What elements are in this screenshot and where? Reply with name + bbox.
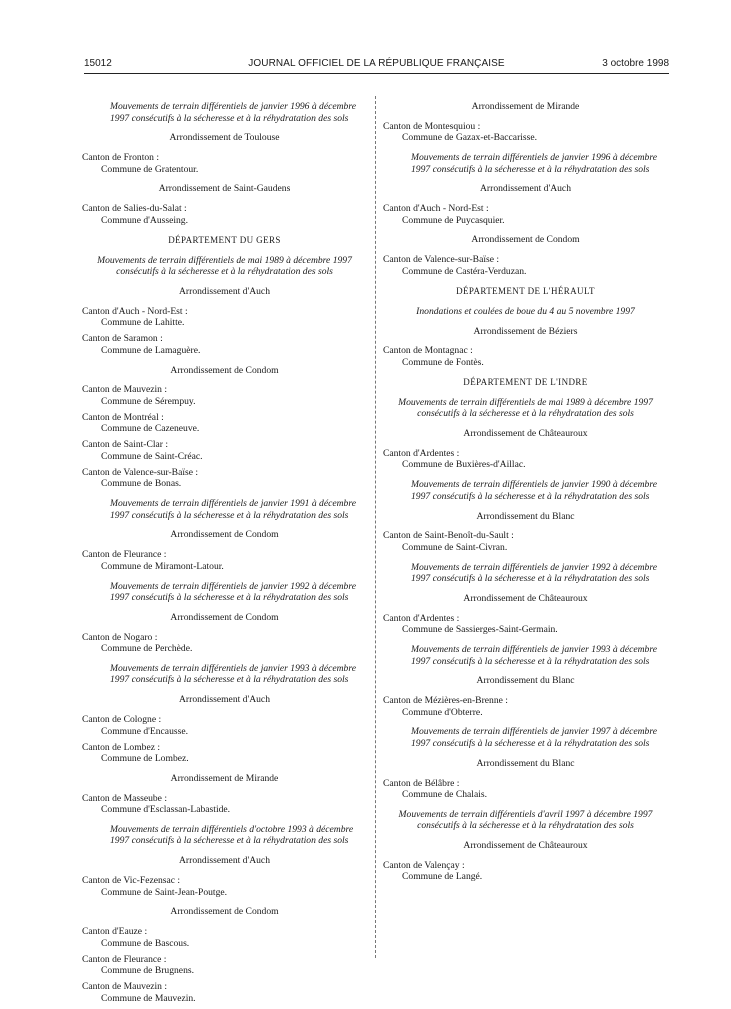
event-description: Mouvements de terrain différentiels de janvier 1990 à décembre 1997 consécutifs à la sécheresse et à la réhydratation des sols — [411, 479, 657, 502]
commune-name: Commune de Bonas. — [101, 478, 182, 490]
event-description: Inondations et coulées de boue du 4 au 5 novembre 1997 — [416, 305, 635, 317]
canton-name: Canton de Fleurance : — [82, 953, 167, 965]
commune-name: Commune de Brugnens. — [101, 965, 194, 977]
canton-name: Canton d'Auch - Nord-Est : — [82, 305, 188, 317]
commune-name: Commune de Mauvezin. — [101, 992, 196, 1004]
page-number: 15012 — [84, 58, 112, 69]
canton-name: Canton de Valence-sur-Baïse : — [383, 254, 500, 266]
commune-name: Commune de Lamaguère. — [101, 344, 201, 356]
event-description: Mouvements de terrain différentiels de janvier 1993 à décembre 1997 consécutifs à la sécheresse et à la réhydratation des sols — [110, 662, 356, 686]
arrondissement-heading: Arrondissement de Saint-Gaudens — [158, 183, 291, 195]
commune-name: Commune de Chalais. — [402, 789, 487, 801]
event-description: Mouvements de terrain différentiels de mai 1989 à décembre 1997 consécutifs à la sécheresse et à la réhydratation des sols — [97, 254, 352, 278]
event-description: Mouvements de terrain différentiels de janvier 1996 à décembre 1997 consécutifs à la sécheresse et à la réhydratation des sols — [411, 152, 657, 175]
canton-name: Canton d'Auch - Nord-Est : — [383, 203, 489, 215]
canton-name: Canton de Mézières-en-Brenne : — [383, 695, 508, 707]
canton-name: Canton de Valençay : — [383, 859, 465, 871]
canton-name: Canton de Montagnac : — [383, 345, 473, 357]
canton-entry — [383, 860, 668, 883]
arrondissement-heading: Arrondissement d'Auch — [480, 183, 571, 195]
event-description: Mouvements de terrain différentiels de janvier 1996 à décembre 1997 consécutifs à la sécheresse et à la réhydratation des sols — [110, 101, 356, 124]
event-description: Mouvements de terrain différentiels de janvier 1992 à décembre 1997 consécutifs à la sécheresse et à la réhydratation des sols — [110, 580, 356, 604]
canton-entry — [383, 695, 668, 718]
commune-name: Commune de Sérempuy. — [101, 395, 196, 407]
event-description: Mouvements de terrain différentiels d'octobre 1993 à décembre 1997 consécutifs à la sécheresse et à la réhydratation des sols — [110, 823, 354, 847]
column-divider — [375, 96, 376, 958]
canton-name: Canton d'Eauze : — [82, 926, 148, 938]
arrondissement-heading: Arrondissement de Condom — [471, 234, 580, 246]
commune-name: Commune d'Encausse. — [101, 725, 188, 737]
right-column — [383, 101, 668, 887]
arrondissement-heading: Arrondissement de Condom — [170, 364, 279, 376]
commune-name: Commune de Buxières-d'Aillac. — [402, 459, 526, 471]
canton-entry — [383, 203, 668, 226]
page-header — [84, 56, 669, 72]
canton-name: Canton de Salies-du-Salat : — [82, 203, 187, 215]
publication-date: 3 octobre 1998 — [602, 58, 669, 69]
department-heading: DÉPARTEMENT DE L'HÉRAULT — [456, 285, 595, 296]
arrondissement-heading: Arrondissement de Mirande — [471, 101, 580, 112]
canton-entry — [82, 549, 367, 572]
header-rule — [84, 73, 669, 74]
canton-entry — [82, 714, 367, 737]
arrondissement-heading: Arrondissement de Châteauroux — [463, 840, 588, 852]
arrondissement-heading: Arrondissement d'Auch — [179, 855, 270, 867]
arrondissement-heading: Arrondissement de Condom — [170, 906, 279, 918]
arrondissement-heading: Arrondissement du Blanc — [476, 675, 575, 687]
canton-entry — [82, 742, 367, 765]
canton-name: Canton d'Ardentes : — [383, 447, 460, 459]
canton-entry — [383, 530, 668, 553]
commune-name: Commune d'Ausseing. — [101, 214, 189, 226]
canton-name: Canton de Saint-Clar : — [82, 439, 169, 451]
journal-title: JOURNAL OFFICIEL DE LA RÉPUBLIQUE FRANÇAISE — [248, 58, 505, 69]
event-description: Mouvements de terrain différentiels de janvier 1993 à décembre 1997 consécutifs à la sécheresse et à la réhydratation des sols — [411, 644, 657, 667]
arrondissement-heading: Arrondissement du Blanc — [476, 757, 575, 769]
canton-name: Canton de Saramon : — [82, 333, 163, 345]
arrondissement-heading: Arrondissement de Mirande — [170, 772, 279, 784]
canton-name: Canton de Mauvezin : — [82, 384, 167, 396]
arrondissement-heading: Arrondissement de Condom — [170, 611, 279, 623]
canton-name: Canton de Masseube : — [82, 792, 167, 804]
canton-name: Canton de Nogaro : — [82, 631, 158, 643]
canton-name: Canton de Fronton : — [82, 152, 160, 164]
arrondissement-heading: Arrondissement d'Auch — [179, 694, 270, 706]
canton-entry — [383, 121, 668, 144]
canton-entry — [82, 333, 367, 356]
canton-name: Canton de Saint-Benoît-du-Sault : — [383, 530, 514, 542]
commune-name: Commune de Langé. — [402, 871, 483, 883]
event-description: Mouvements de terrain différentiels de janvier 1997 à décembre 1997 consécutifs à la sécheresse et à la réhydratation des sols — [411, 726, 657, 749]
canton-entry — [383, 613, 668, 636]
commune-name: Commune de Gazax-et-Baccarisse. — [402, 132, 538, 144]
arrondissement-heading: Arrondissement de Toulouse — [169, 132, 280, 144]
commune-name: Commune de Saint-Créac. — [101, 450, 203, 462]
event-description: Mouvements de terrain différentiels d'avril 1997 à décembre 1997 consécutifs à la sécheresse et à la réhydratation des sols — [398, 808, 653, 832]
commune-name: Commune de Saint-Civran. — [402, 541, 508, 553]
canton-entry — [82, 875, 367, 898]
canton-entry — [383, 254, 668, 277]
canton-entry — [82, 954, 367, 977]
department-heading: DÉPARTEMENT DU GERS — [168, 234, 281, 245]
arrondissement-heading: Arrondissement d'Auch — [179, 285, 270, 297]
commune-name: Commune de Lombez. — [101, 753, 189, 765]
canton-entry — [383, 448, 668, 471]
department-heading: DÉPARTEMENT DE L'INDRE — [463, 376, 588, 387]
canton-entry — [82, 203, 367, 226]
canton-entry — [82, 467, 367, 490]
canton-entry — [82, 384, 367, 407]
canton-name: Canton de Montréal : — [82, 411, 164, 423]
arrondissement-heading: Arrondissement de Condom — [170, 529, 279, 541]
event-description: Mouvements de terrain différentiels de janvier 1991 à décembre 1997 consécutifs à la sécheresse et à la réhydratation des sols — [110, 498, 356, 521]
canton-entry — [82, 926, 367, 949]
commune-name: Commune de Bascous. — [101, 937, 190, 949]
canton-name: Canton de Lombez : — [82, 741, 161, 753]
canton-name: Canton de Bélâbre : — [383, 777, 460, 789]
canton-entry — [82, 412, 367, 435]
canton-name: Canton de Cologne : — [82, 714, 162, 726]
left-column — [82, 101, 367, 1009]
canton-entry — [82, 793, 367, 816]
commune-name: Commune de Saint-Jean-Poutge. — [101, 886, 228, 898]
commune-name: Commune d'Obterre. — [402, 706, 483, 718]
canton-name: Canton de Fleurance : — [82, 549, 167, 561]
arrondissement-heading: Arrondissement de Châteauroux — [463, 428, 588, 440]
event-description: Mouvements de terrain différentiels de mai 1989 à décembre 1997 consécutifs à la sécheresse et à la réhydratation des sols — [398, 396, 653, 420]
canton-name: Canton de Vic-Fezensac : — [82, 875, 181, 887]
commune-name: Commune de Sassierges-Saint-Germain. — [402, 624, 558, 636]
commune-name: Commune de Puycasquier. — [402, 214, 505, 226]
canton-name: Canton de Montesquiou : — [383, 120, 481, 132]
canton-name: Canton d'Ardentes : — [383, 612, 460, 624]
canton-name: Canton de Mauvezin : — [82, 981, 167, 993]
commune-name: Commune de Gratentour. — [101, 163, 199, 175]
arrondissement-heading: Arrondissement du Blanc — [476, 510, 575, 522]
canton-entry — [82, 306, 367, 329]
canton-entry — [82, 981, 367, 1004]
event-description: Mouvements de terrain différentiels de janvier 1992 à décembre 1997 consécutifs à la sécheresse et à la réhydratation des sols — [411, 561, 657, 585]
commune-name: Commune de Fontès. — [402, 356, 484, 368]
commune-name: Commune de Perchède. — [101, 643, 193, 655]
canton-entry — [82, 152, 367, 175]
commune-name: Commune de Castéra-Verduzan. — [402, 265, 527, 277]
canton-entry — [383, 778, 668, 801]
commune-name: Commune de Cazeneuve. — [101, 423, 200, 435]
canton-entry — [383, 345, 668, 368]
canton-entry — [82, 439, 367, 462]
canton-name: Canton de Valence-sur-Baïse : — [82, 466, 199, 478]
commune-name: Commune d'Esclassan-Labastide. — [101, 804, 231, 816]
commune-name: Commune de Miramont-Latour. — [101, 560, 224, 572]
arrondissement-heading: Arrondissement de Châteauroux — [463, 592, 588, 604]
arrondissement-heading: Arrondissement de Béziers — [473, 325, 578, 337]
canton-entry — [82, 632, 367, 655]
commune-name: Commune de Lahitte. — [101, 317, 185, 329]
